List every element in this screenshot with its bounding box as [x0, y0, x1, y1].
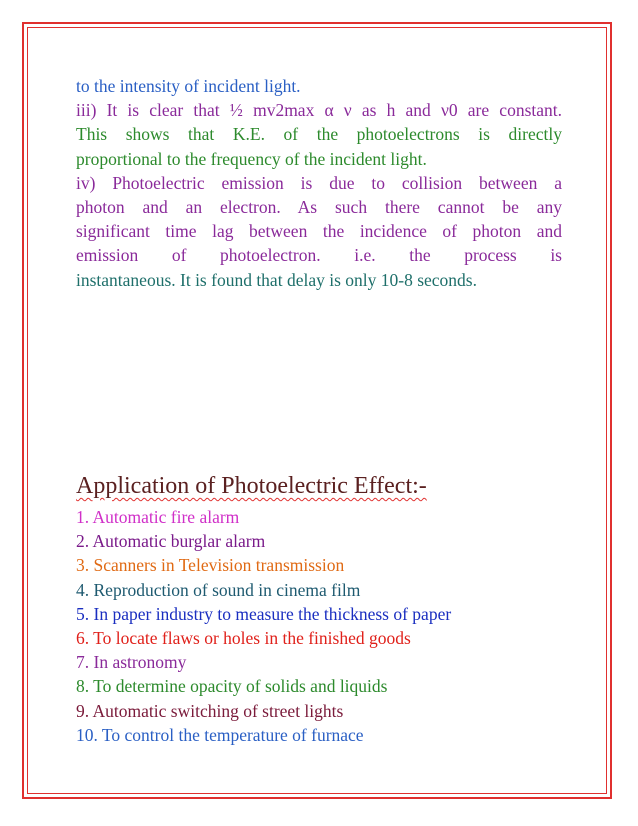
list-item: 6. To locate flaws or holes in the finished goods — [76, 628, 411, 649]
paragraph-block — [76, 74, 562, 292]
paragraph-line: significant time lag between the incidence of photon and — [76, 221, 562, 242]
list-item: 10. To control the temperature of furnace — [76, 724, 364, 745]
paragraph-line: iii) It is clear that ½ mv2max α ν as h and ν0 are constant. — [76, 100, 562, 121]
list-item: 8. To determine opacity of solids and liquids — [76, 676, 388, 697]
list-item: 2. Automatic burglar alarm — [76, 531, 266, 552]
list-item: 5. In paper industry to measure the thickness of paper — [76, 603, 452, 624]
paragraph-line: to the intensity of incident light. — [76, 76, 301, 96]
list-item: 3. Scanners in Television transmission — [76, 555, 345, 576]
paragraph-line: This shows that K.E. of the photoelectrons is directly — [76, 124, 562, 145]
list-item: 9. Automatic switching of street lights — [76, 700, 344, 721]
paragraph-line: photon and an electron. As such there cannot be any — [76, 197, 562, 218]
list-item: 7. In astronomy — [76, 652, 187, 673]
applications-list — [76, 505, 451, 747]
paragraph-line: instantaneous. It is found that delay is only 10-8 seconds. — [76, 269, 477, 290]
paragraph-line: iv) Photoelectric emission is due to collision between a — [76, 172, 562, 193]
list-item: 1. Automatic fire alarm — [76, 507, 240, 527]
section-heading: Application of Photoelectric Effect:- — [76, 473, 427, 499]
list-item: 4. Reproduction of sound in cinema film — [76, 579, 361, 600]
paragraph-line: emission of photoelectron. i.e. the process is — [76, 245, 562, 266]
paragraph-line: proportional to the frequency of the incident light. — [76, 148, 427, 169]
body-text — [76, 74, 562, 292]
